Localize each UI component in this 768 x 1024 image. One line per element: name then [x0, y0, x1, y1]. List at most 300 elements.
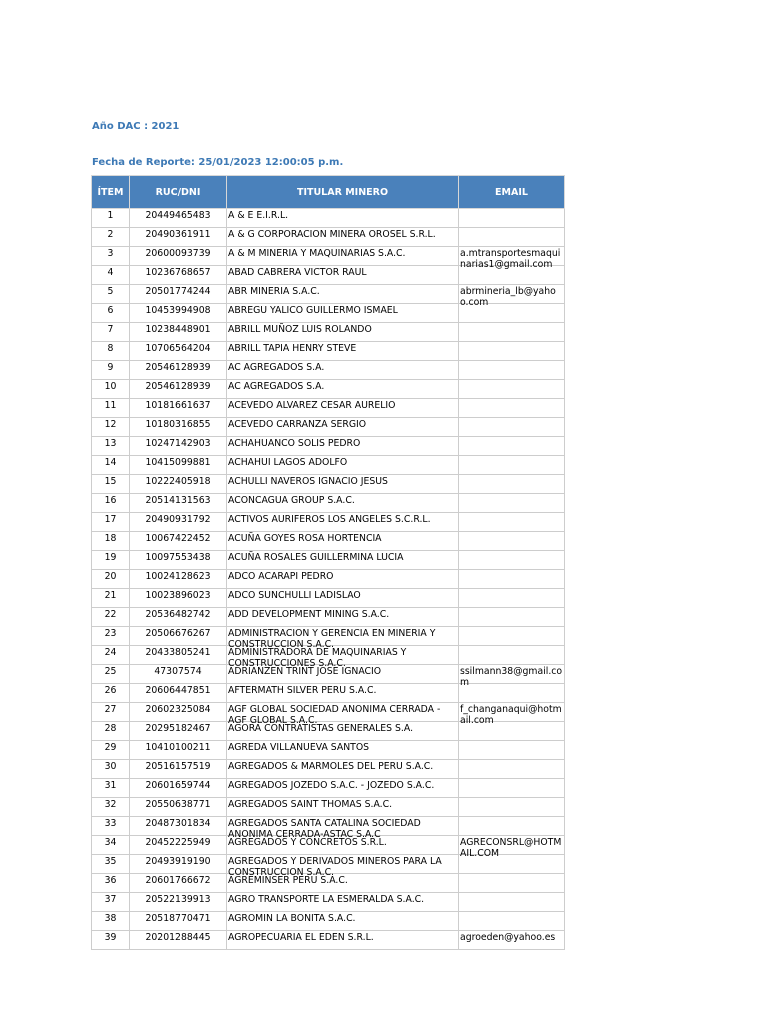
email-cell-text: [460, 399, 564, 417]
item-cell: [92, 323, 130, 342]
titular-cell-text: ACEVEDO CARRANZA SERGIO: [228, 419, 367, 430]
titular-cell-text: ACEVEDO ALVAREZ CESAR AURELIO: [228, 400, 396, 411]
email-cell-text: [460, 589, 564, 607]
ruc-cell-text: 20493919190: [145, 856, 211, 867]
ruc-cell-text: 20490931792: [145, 514, 211, 525]
titular-cell: [227, 741, 459, 760]
item-cell: [92, 589, 130, 608]
item-cell-text: 11: [104, 400, 117, 411]
table-row: [92, 551, 565, 570]
ruc-cell: [130, 722, 227, 741]
table-row: [92, 437, 565, 456]
titular-cell: [227, 513, 459, 532]
titular-cell: [227, 589, 459, 608]
item-cell: [92, 855, 130, 874]
email-cell: [459, 779, 565, 798]
titular-cell-text: ACHULLI NAVEROS IGNACIO JESUS: [228, 476, 388, 487]
header-item: ÍTEM: [92, 176, 130, 209]
email-cell-text: [460, 627, 564, 645]
email-cell: [459, 893, 565, 912]
email-cell-text: [460, 779, 564, 797]
table-row: [92, 570, 565, 589]
titular-cell-text: AGORA CONTRATISTAS GENERALES S.A.: [228, 723, 414, 734]
email-cell-text: abrmineria_lb@yahoo.com: [460, 286, 556, 308]
item-cell-text: 28: [104, 723, 117, 734]
titular-cell-text: AGREGADOS Y CONCRETOS S.R.L.: [228, 837, 387, 848]
email-cell: [459, 703, 565, 726]
item-cell-text: 25: [104, 666, 117, 677]
ruc-cell-text: 10023896023: [145, 590, 211, 601]
table-row: [92, 209, 565, 228]
table-row: [92, 494, 565, 513]
email-cell: [459, 931, 565, 950]
titular-cell-text: ACONCAGUA GROUP S.A.C.: [228, 495, 355, 506]
ruc-cell: [130, 931, 227, 950]
ruc-cell: [130, 209, 227, 228]
titular-cell-text: ACUÑA ROSALES GUILLERMINA LUCIA: [228, 552, 404, 563]
email-cell-text: [460, 475, 564, 493]
item-cell-text: 19: [104, 552, 117, 563]
titular-cell-text: AC AGREGADOS S.A.: [228, 362, 325, 373]
item-cell-text: 6: [107, 305, 114, 316]
item-cell-text: 5: [107, 286, 114, 297]
item-cell: [92, 817, 130, 836]
ruc-cell-text: 20602325084: [145, 704, 211, 715]
ruc-cell: [130, 399, 227, 418]
ruc-cell: [130, 836, 227, 855]
email-cell: [459, 418, 565, 437]
ruc-cell-text: 20295182467: [145, 723, 211, 734]
email-cell-text: [460, 551, 564, 569]
ruc-cell: [130, 418, 227, 437]
ruc-cell: [130, 380, 227, 399]
titular-cell-text: ABRILL TAPIA HENRY STEVE: [228, 343, 357, 354]
ruc-cell: [130, 912, 227, 931]
item-cell: [92, 570, 130, 589]
email-cell: [459, 494, 565, 513]
item-cell-text: 37: [104, 894, 117, 905]
item-cell-text: 35: [104, 856, 117, 867]
ruc-cell: [130, 342, 227, 361]
item-cell: [92, 418, 130, 437]
ruc-cell-text: 20546128939: [145, 362, 211, 373]
ruc-cell-text: 20514131563: [145, 495, 211, 506]
email-cell: [459, 247, 565, 270]
email-cell-text: [460, 323, 564, 341]
table-row: [92, 912, 565, 931]
table-row: [92, 627, 565, 646]
titular-cell: [227, 874, 459, 893]
titular-cell-text: ABR MINERIA S.A.C.: [228, 286, 320, 297]
titular-cell: [227, 304, 459, 323]
table-row: [92, 722, 565, 741]
email-cell-text: f_changanaqui@hotmail.com: [460, 704, 562, 726]
ruc-cell: [130, 893, 227, 912]
email-cell-text: [460, 855, 564, 873]
titular-cell-text: AGREGADOS SAINT THOMAS S.A.C.: [228, 799, 393, 810]
ruc-cell: [130, 703, 227, 722]
titular-cell: [227, 646, 459, 669]
email-cell: [459, 855, 565, 874]
item-cell-text: 17: [104, 514, 117, 525]
table-row: [92, 893, 565, 912]
ruc-cell: [130, 684, 227, 703]
table-row: [92, 684, 565, 703]
item-cell-text: 7: [107, 324, 114, 335]
item-cell: [92, 380, 130, 399]
item-cell-text: 26: [104, 685, 117, 696]
ruc-cell: [130, 266, 227, 285]
item-cell: [92, 494, 130, 513]
ruc-cell-text: 20600093739: [145, 248, 211, 259]
ruc-cell-text: 20516157519: [145, 761, 211, 772]
titular-cell: [227, 684, 459, 703]
email-cell-text: [460, 874, 564, 892]
ruc-cell: [130, 570, 227, 589]
ruc-cell-text: 20536482742: [145, 609, 211, 620]
ruc-cell-text: 20501774244: [145, 286, 211, 297]
table-row: [92, 304, 565, 323]
email-cell-text: [460, 418, 564, 436]
ruc-cell-text: 10097553438: [145, 552, 211, 563]
item-cell: [92, 475, 130, 494]
item-cell-text: 8: [107, 343, 114, 354]
item-cell-text: 33: [104, 818, 117, 829]
titular-cell: [227, 931, 459, 950]
email-cell: [459, 608, 565, 627]
ruc-cell-text: 10024128623: [145, 571, 211, 582]
ruc-cell: [130, 513, 227, 532]
email-cell: [459, 285, 565, 308]
titular-cell: [227, 551, 459, 570]
titular-cell: [227, 855, 459, 878]
item-cell: [92, 665, 130, 684]
ruc-cell-text: 20550638771: [145, 799, 211, 810]
table-row: [92, 779, 565, 798]
titular-cell: [227, 893, 459, 912]
titular-cell: [227, 437, 459, 456]
ruc-cell-text: 47307574: [154, 666, 202, 677]
ruc-cell: [130, 760, 227, 779]
titular-cell-text: ACTIVOS AURIFEROS LOS ANGELES S.C.R.L.: [228, 514, 431, 525]
item-cell: [92, 760, 130, 779]
email-cell-text: [460, 608, 564, 626]
item-cell-text: 2: [107, 229, 114, 240]
titular-cell-text: AC AGREGADOS S.A.: [228, 381, 325, 392]
item-cell-text: 34: [104, 837, 117, 848]
item-cell-text: 15: [104, 476, 117, 487]
email-cell: [459, 912, 565, 931]
titular-cell: [227, 760, 459, 779]
table-row: [92, 456, 565, 475]
titular-cell: [227, 456, 459, 475]
email-cell: [459, 665, 565, 688]
titular-cell: [227, 627, 459, 650]
email-cell-text: ssilmann38@gmail.com: [460, 666, 563, 688]
email-cell-text: [460, 266, 564, 284]
item-cell-text: 1: [107, 210, 114, 221]
titular-cell: [227, 532, 459, 551]
ruc-cell: [130, 323, 227, 342]
email-cell-text: [460, 741, 564, 759]
email-cell: [459, 342, 565, 361]
item-cell-text: 30: [104, 761, 117, 772]
titular-cell-text: ABREGU YALICO GUILLERMO ISMAEL: [228, 305, 398, 316]
titular-cell: [227, 418, 459, 437]
email-cell: [459, 532, 565, 551]
item-cell: [92, 836, 130, 855]
titular-cell: [227, 798, 459, 817]
item-cell: [92, 266, 130, 285]
ruc-cell-text: 20490361911: [145, 229, 211, 240]
item-cell: [92, 798, 130, 817]
email-cell: [459, 760, 565, 779]
year-label: Año DAC : 2021: [92, 121, 180, 132]
table-row: [92, 342, 565, 361]
item-cell-text: 3: [107, 248, 114, 259]
email-cell-text: agroeden@yahoo.es: [460, 932, 556, 943]
item-cell: [92, 741, 130, 760]
titular-cell: [227, 209, 459, 228]
email-cell: [459, 209, 565, 228]
ruc-cell-text: 20606447851: [145, 685, 211, 696]
email-cell-text: [460, 722, 564, 740]
titular-cell-text: ACUÑA GOYES ROSA HORTENCIA: [228, 533, 382, 544]
titular-cell: [227, 779, 459, 798]
table-row: [92, 760, 565, 779]
table-row: [92, 513, 565, 532]
ruc-cell-text: 20518770471: [145, 913, 211, 924]
mining-titleholders-table: [91, 175, 565, 950]
table-row: [92, 418, 565, 437]
ruc-cell: [130, 456, 227, 475]
item-cell-text: 21: [104, 590, 117, 601]
ruc-cell-text: 20449465483: [145, 210, 211, 221]
titular-cell-text: ADRIANZEN TRINT JOSE IGNACIO: [228, 666, 382, 677]
ruc-cell: [130, 855, 227, 874]
email-cell-text: [460, 209, 564, 227]
table-row: [92, 931, 565, 950]
table-header-row: [92, 176, 565, 209]
item-cell-text: 31: [104, 780, 117, 791]
item-cell: [92, 912, 130, 931]
item-cell-text: 20: [104, 571, 117, 582]
item-cell: [92, 931, 130, 950]
titular-cell: [227, 494, 459, 513]
ruc-cell-text: 20506676267: [145, 628, 211, 639]
table-row: [92, 817, 565, 836]
item-cell: [92, 779, 130, 798]
ruc-cell: [130, 475, 227, 494]
table-row: [92, 247, 565, 266]
table-row: [92, 285, 565, 304]
email-cell: [459, 627, 565, 646]
titular-cell: [227, 266, 459, 285]
ruc-cell-text: 20522139913: [145, 894, 211, 905]
titular-cell-text: A & M MINERIA Y MAQUINARIAS S.A.C.: [228, 248, 406, 259]
item-cell-text: 16: [104, 495, 117, 506]
email-cell-text: [460, 361, 564, 379]
item-cell-text: 4: [107, 267, 114, 278]
email-cell-text: [460, 646, 564, 664]
titular-cell-text: ABRILL MUÑOZ LUIS ROLANDO: [228, 324, 372, 335]
titular-cell: [227, 817, 459, 840]
table-row: [92, 608, 565, 627]
titular-cell-text: ADMINISTRACION Y GERENCIA EN MINERIA Y CONSTRUCCION S.A.C.: [228, 628, 436, 650]
titular-cell: [227, 570, 459, 589]
titular-cell-text: A & E E.I.R.L.: [228, 210, 289, 221]
ruc-cell-text: 10180316855: [145, 419, 211, 430]
email-cell-text: [460, 532, 564, 550]
ruc-cell-text: 10181661637: [145, 400, 211, 411]
ruc-cell: [130, 646, 227, 665]
email-cell: [459, 684, 565, 703]
ruc-cell: [130, 589, 227, 608]
ruc-cell-text: 20601766672: [145, 875, 211, 886]
item-cell-text: 14: [104, 457, 117, 468]
table-row: [92, 855, 565, 874]
titular-cell-text: ADD DEVELOPMENT MINING S.A.C.: [228, 609, 390, 620]
table-row: [92, 228, 565, 247]
titular-cell-text: AGROPECUARIA EL EDEN S.R.L.: [228, 932, 374, 943]
item-cell-text: 27: [104, 704, 117, 715]
ruc-cell-text: 20452225949: [145, 837, 211, 848]
item-cell-text: 24: [104, 647, 117, 658]
item-cell: [92, 703, 130, 722]
ruc-cell: [130, 228, 227, 247]
titular-cell: [227, 912, 459, 931]
item-cell: [92, 399, 130, 418]
email-cell: [459, 551, 565, 570]
titular-cell-text: AGRO TRANSPORTE LA ESMERALDA S.A.C.: [228, 894, 425, 905]
item-cell: [92, 627, 130, 646]
email-cell: [459, 646, 565, 665]
email-cell: [459, 456, 565, 475]
item-cell: [92, 342, 130, 361]
table-row: [92, 361, 565, 380]
email-cell-text: [460, 798, 564, 816]
item-cell: [92, 532, 130, 551]
email-cell-text: AGRECONSRL@HOTMAIL.COM: [460, 837, 562, 859]
email-cell: [459, 817, 565, 836]
email-cell: [459, 570, 565, 589]
email-cell: [459, 361, 565, 380]
ruc-cell-text: 10453994908: [145, 305, 211, 316]
titular-cell: [227, 247, 459, 266]
table-row: [92, 399, 565, 418]
ruc-cell-text: 10238448901: [145, 324, 211, 335]
item-cell: [92, 684, 130, 703]
table-row: [92, 646, 565, 665]
titular-cell: [227, 703, 459, 726]
item-cell: [92, 722, 130, 741]
item-cell: [92, 456, 130, 475]
ruc-cell: [130, 304, 227, 323]
ruc-cell: [130, 494, 227, 513]
titular-cell-text: AGREDA VILLANUEVA SANTOS: [228, 742, 370, 753]
titular-cell-text: AGREGADOS Y DERIVADOS MINEROS PARA LA CONSTRUCCION S.A.C.: [228, 856, 442, 878]
titular-cell-text: ACHAHUI LAGOS ADOLFO: [228, 457, 348, 468]
item-cell: [92, 361, 130, 380]
titular-cell-text: ABAD CABRERA VICTOR RAUL: [228, 267, 367, 278]
titular-cell: [227, 323, 459, 342]
ruc-cell-text: 20546128939: [145, 381, 211, 392]
report-date-label: Fecha de Reporte: 25/01/2023 12:00:05 p.m.: [92, 157, 344, 168]
table-row: [92, 475, 565, 494]
titular-cell-text: AGREGADOS SANTA CATALINA SOCIEDAD ANONIMA CERRADA-ASTAC S.A.C: [228, 818, 421, 840]
titular-cell-text: AGREGADOS & MARMOLES DEL PERU S.A.C.: [228, 761, 434, 772]
email-cell-text: [460, 342, 564, 360]
email-cell-text: [460, 494, 564, 512]
table-row: [92, 380, 565, 399]
email-cell: [459, 228, 565, 247]
titular-cell-text: AGROMIN LA BONITA S.A.C.: [228, 913, 356, 924]
table-row: [92, 323, 565, 342]
item-cell: [92, 893, 130, 912]
header-email: EMAIL: [459, 176, 565, 209]
titular-cell: [227, 665, 459, 684]
email-cell: [459, 475, 565, 494]
item-cell: [92, 437, 130, 456]
item-cell-text: 32: [104, 799, 117, 810]
email-cell: [459, 266, 565, 285]
ruc-cell-text: 10222405918: [145, 476, 211, 487]
titular-cell: [227, 285, 459, 304]
titular-cell: [227, 361, 459, 380]
ruc-cell: [130, 798, 227, 817]
ruc-cell: [130, 779, 227, 798]
item-cell-text: 22: [104, 609, 117, 620]
ruc-cell: [130, 361, 227, 380]
titular-cell: [227, 475, 459, 494]
ruc-cell-text: 10247142903: [145, 438, 211, 449]
item-cell-text: 18: [104, 533, 117, 544]
item-cell: [92, 247, 130, 266]
table-row: [92, 266, 565, 285]
item-cell: [92, 608, 130, 627]
ruc-cell: [130, 532, 227, 551]
titular-cell: [227, 380, 459, 399]
email-cell-text: [460, 437, 564, 455]
titular-cell-text: A & G CORPORACION MINERA OROSEL S.R.L.: [228, 229, 436, 240]
email-cell: [459, 836, 565, 859]
item-cell: [92, 874, 130, 893]
item-cell: [92, 209, 130, 228]
titular-cell: [227, 399, 459, 418]
email-cell-text: [460, 304, 564, 322]
email-cell: [459, 741, 565, 760]
table-row: [92, 798, 565, 817]
ruc-cell: [130, 874, 227, 893]
item-cell-text: 12: [104, 419, 117, 430]
ruc-cell: [130, 817, 227, 836]
table-row: [92, 741, 565, 760]
ruc-cell: [130, 665, 227, 684]
table-row: [92, 532, 565, 551]
ruc-cell: [130, 247, 227, 266]
email-cell-text: [460, 228, 564, 246]
titular-cell-text: ADCO ACARAPI PEDRO: [228, 571, 334, 582]
ruc-cell: [130, 437, 227, 456]
email-cell-text: [460, 513, 564, 531]
titular-cell-text: ADCO SUNCHULLI LADISLAO: [228, 590, 361, 601]
email-cell: [459, 798, 565, 817]
item-cell: [92, 551, 130, 570]
ruc-cell-text: 10236768657: [145, 267, 211, 278]
item-cell-text: 36: [104, 875, 117, 886]
ruc-cell-text: 20487301834: [145, 818, 211, 829]
ruc-cell: [130, 551, 227, 570]
